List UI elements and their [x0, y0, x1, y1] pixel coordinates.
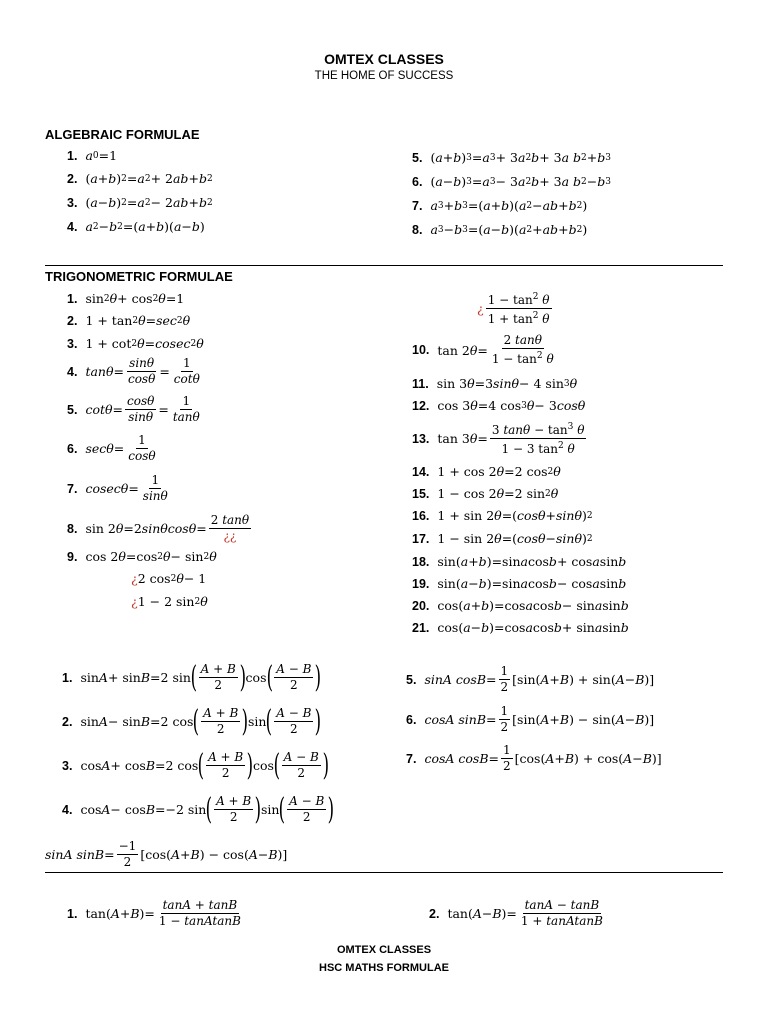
- trig-formula-9: 9. cos 2 θ =cos 2 θ − sin 2 θ: [67, 549, 217, 564]
- alg-formula-8: 8. a 3 − b 3 =( a − b )( a 2 + ab + b 2 ): [412, 222, 588, 237]
- product-7: 7. cosA cosB = $\frac{1}{2}$ [cos( A + B ) + cos( A − B )]: [406, 743, 662, 773]
- alg-formula-3: 3. ( a − b ) 2 = a 2 − 2 ab + b 2: [67, 195, 213, 210]
- footer-subtitle: HSC MATHS FORMULAE: [319, 962, 449, 974]
- product-6: 6. cosA sinB = $\frac{1}{2}$ [sin( A + B ) − sin( A − B )]: [406, 704, 655, 734]
- sum-product-4: 4. cos A − cos B =−2 sin ( $\frac{A + B}{2}$ ) sin ( $\frac{A - B}{2}$ ): [62, 791, 335, 827]
- sum-product-3: 3. cos A + cos B =2 cos ( $\frac{A + B}{2}$ ) cos ( $\frac{A - B}{2}$ ): [62, 747, 329, 783]
- trig-formula-15: 15. 1 − cos 2 θ =2 sin 2 θ: [412, 486, 559, 501]
- trig-formula-4: 4. tanθ = $\frac{\sin\theta}{\cos\theta}$ = $\frac{1}{\cot\theta}$: [67, 356, 200, 386]
- trig-formula-2: 2. 1 + tan 2 θ = sec 2 θ: [67, 313, 191, 328]
- trig-formula-18: 18. sin( a + b )=sin a cos b + cos a sin b: [412, 554, 627, 569]
- trig-formula-7: 7. cosecθ = $\frac{1}{\sin\theta}$: [67, 473, 168, 503]
- trig-formula-14: 14. 1 + cos 2 θ =2 cos 2 θ: [412, 464, 561, 479]
- trig-formula-9-alt-1: ¿ 2 cos 2 θ − 1: [131, 571, 207, 586]
- trig-formula-10: 10. tan 2 θ = $\frac{2 \tan\theta}{1 - \tan^2 \theta}$: [412, 333, 554, 366]
- tan-sum-2: 2. tan( A − B )= $\frac{\tan A - \tan B}{\text{1 + tanAtanB}}$: [429, 898, 603, 928]
- alg-formula-7: 7. a 3 + b 3 =( a + b )( a 2 − ab + b 2 ): [412, 198, 588, 213]
- trig-formula-20: 20. cos( a + b )=cos a cos b − sin a sin b: [412, 598, 629, 613]
- trig-formula-21: 21. cos( a − b )=cos a cos b + sin a sin b: [412, 620, 629, 635]
- alg-formula-6: 6. ( a − b ) 3 = a 3 − 3 a 2 b + 3 a b 2 − b 3: [412, 174, 611, 189]
- trig-formula-5: 5. cotθ = $\frac{\cos\theta}{\sin\theta}$ = $\frac{1}{\tan\theta}$: [67, 394, 200, 424]
- trig-formula-1: 1. sin 2 θ + cos 2 θ =1: [67, 291, 185, 306]
- trig-formula-6: 6. secθ = $\frac{1}{\cos\theta}$: [67, 433, 156, 463]
- trig-heading: TRIGONOMETRIC FORMULAE: [45, 269, 233, 284]
- alg-formula-1: 1. a 0 =1: [67, 148, 118, 163]
- trig-formula-16: 16. 1 + sin 2 θ =( cosθ + sinθ ) 2: [412, 508, 593, 523]
- trig-formula-8: 8. sin 2 θ =2 sinθcosθ = $\frac{2 \tan\theta}{¿¿}$: [67, 513, 250, 543]
- trig-formula-12: 12. cos 3 θ =4 cos 3 θ − 3 cosθ: [412, 398, 586, 413]
- footer-title: OMTEX CLASSES: [336, 944, 432, 956]
- alg-formula-2: 2. ( a + b ) 2 = a 2 + 2 ab + b 2: [67, 171, 213, 186]
- trig-formula-19: 19. sin( a − b )=sin a cos b − cos a sin b: [412, 576, 627, 591]
- algebraic-heading: ALGEBRAIC FORMULAE: [45, 127, 200, 142]
- trig-formula-9-alt-2: ¿ 1 − 2 sin 2 θ: [131, 594, 208, 609]
- product-5: 5. sinA cosB = $\frac{1}{2}$ [sin( A + B ) + sin( A − B )]: [406, 664, 655, 694]
- page-subtitle: THE HOME OF SUCCESS: [314, 70, 454, 82]
- divider: [45, 872, 723, 873]
- trig-formula-8-continuation: ¿ $\frac{1 - \tan^2 \theta}{1 + \tan^2 \theta}$: [477, 292, 550, 326]
- trig-formula-13: 13. tan 3 θ = $\frac{3 \tan\theta - \tan^3 \theta}{1 - 3 \tan^2 \theta}$: [412, 422, 585, 456]
- sum-product-2: 2. sin A − sin B =2 cos ( $\frac{A + B}{2}$ ) sin ( $\frac{A - B}{2}$ ): [62, 703, 322, 739]
- trig-formula-17: 17. 1 − sin 2 θ =( cosθ − sinθ ) 2: [412, 531, 593, 546]
- sum-product-1: 1. sin A + sin B =2 sin ( $\frac{A + B}{2}$ ) cos ( $\frac{A - B}{2}$ ): [62, 659, 322, 695]
- alg-formula-5: 5. ( a + b ) 3 = a 3 + 3 a 2 b + 3 a b 2 + b 3: [412, 150, 611, 165]
- alg-formula-4: 4. a 2 − b 2 =( a + b )( a − b ): [67, 219, 205, 234]
- trig-formula-11: 11. sin 3 θ =3 sinθ − 4 sin 3 θ: [412, 376, 578, 391]
- page-title: OMTEX CLASSES: [324, 51, 444, 67]
- tan-sum-1: 1. tan( A + B )= $\frac{\tan A + \tan B}{\text{1 − tanAtanB}}$: [67, 898, 241, 928]
- divider: [45, 265, 723, 266]
- trig-formula-3: 3. 1 + cot 2 θ = cosec 2 θ: [67, 336, 204, 351]
- product-sinA-sinB: sinA sinB = $\frac{-1}{2}$ [cos( A + B ) − cos( A − B )]: [45, 839, 288, 869]
